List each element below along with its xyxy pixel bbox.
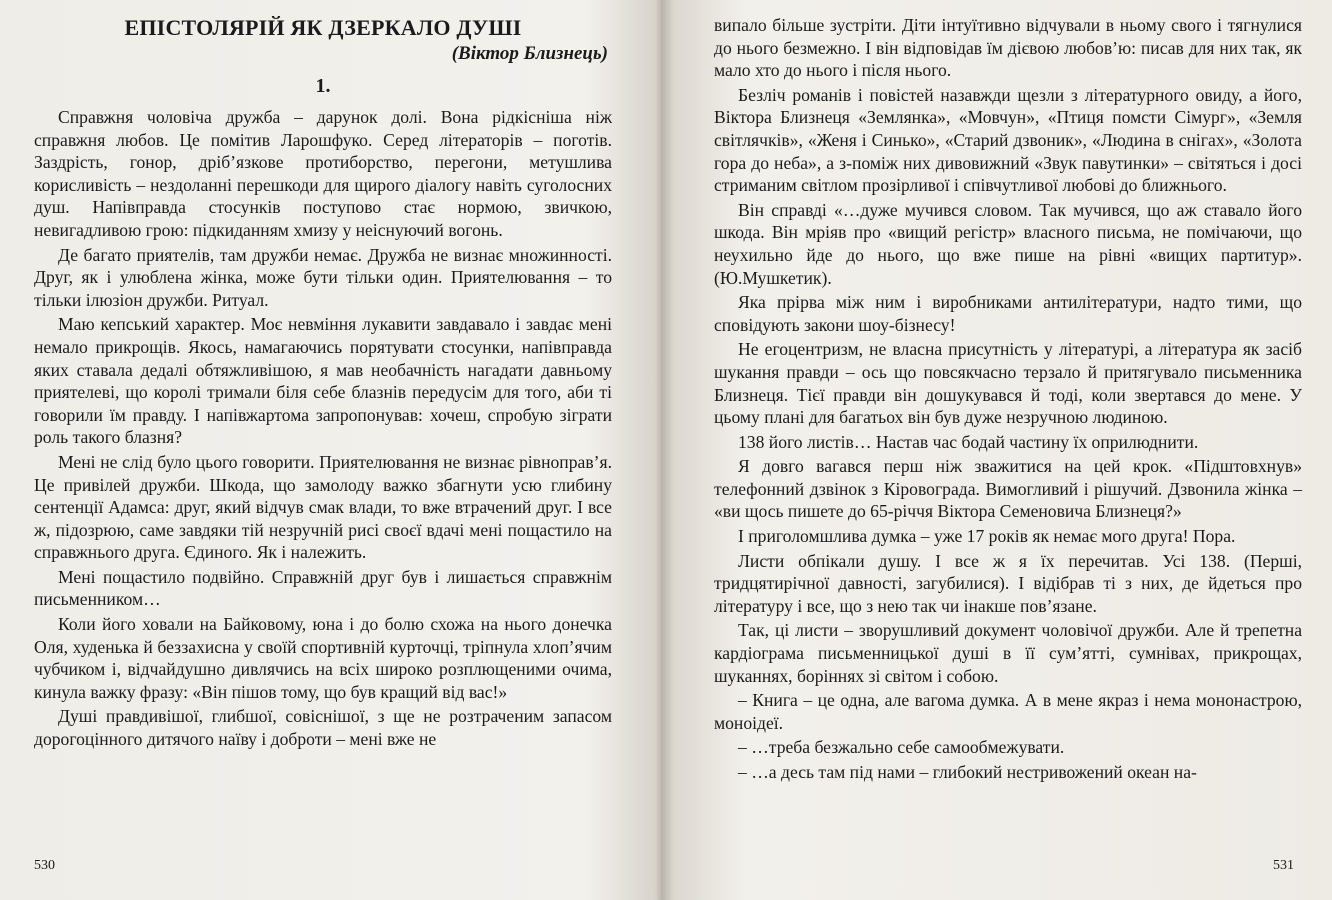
page-number-left: 530 [34, 858, 55, 873]
paragraph: Безліч романів і повістей назавжди щезли з літературного овиду, а його, Віктора Близнеця «Землянка», «Мовчун», «Птиця помсти Сімург», «Земля світлячків», «Женя і Синько», «Старий дзвоник», «Людина в снігах», «Золота гора до неба», а з-поміж них дивовижний «Звук павутинки» – світяться і досі стриманим світлом прозірливої і співчутливої любові до ближнього. [714, 84, 1302, 196]
paragraph: Листи обпікали душу. І все ж я їх перечитав. Усі 138. (Перші, тридцятирічної давності, загубилися). І відібрав ті з них, де йдеться про літературу і все, що з нею так чи інакше пов’язане. [714, 550, 1302, 616]
paragraph: – …а десь там під нами – глибокий нестривожений океан на- [738, 762, 1197, 782]
paragraph: Він справді «…дуже мучився словом. Так мучився, що аж ставало його шкода. Він мріяв про «вищий регістр» власного письма, не помічаючи, що неухильно йде до нього, що вже пише на рівні «вищих партитур». (Ю.Мушкетик). [714, 199, 1302, 288]
paragraph: Так, ці листи – зворушливий документ чоловічої дружби. Але й трепетна кардіограма письменницької душі в її сум’ятті, сумнівах, прикрощах, шуканнях, боріннях зі світом і собою. [714, 620, 1302, 686]
section-number: 1. [315, 75, 331, 97]
paragraph: Коли його ховали на Байковому, юна і до болю схожа на нього донечка Оля, худенька й беззахисна у своїй спортивній курточці, тріпнула хлоп’ячим чубчиком і, відчайдушно дивлячись на всіх широко розплющеними очима, кинула важку фразу: «Він пішов тому, що був кращий від вас!» [34, 614, 612, 702]
page-number-right: 531 [1273, 858, 1294, 873]
paragraph: Душі правдивішої, глибшої, совіснішої, з ще не розтраченим запасом дорогоцінного дитячого наїву і доброти – мені вже не [34, 706, 612, 750]
paragraph: випало більше зустріти. Діти інтуїтивно відчували в ньому свого і тягнулися до нього безмежно. І він відповідав їм дієвою любов’ю: писав для них так, як мало хто до нього і після нього. [714, 15, 1302, 81]
paragraph: Не егоцентризм, не власна присутність у літературі, а література як засіб шукання правди – ось що повсякчасно терзало й притягувало письменника Близнеця. Тієї правди він дошукувався й тоді, коли звертався до мене. У цьому плані для багатьох він був дуже незручною людиною. [714, 339, 1302, 428]
paragraph: Я довго вагався перш ніж зважитися на цей крок. «Підштовхнув» телефонний дзвінок з Кіровограда. Вимогливий і рішучий. Дзвонила жінка – «ви щось пишете до 65-річчя Віктора Семеновича Близнеця?» [714, 456, 1302, 522]
right-page-text-column [714, 14, 1302, 786]
paragraph: Мені пощастило подвійно. Справжній друг був і лишається справжнім письменником… [34, 566, 612, 610]
paragraph: 138 його листів… Настав час бодай частину їх оприлюднити. [738, 431, 1199, 452]
paragraph: Яка прірва між ним і виробниками антилітератури, надто тими, що сповідують закони шоу-бізнесу! [714, 292, 1302, 335]
paragraph: Мені не слід було цього говорити. Приятелювання не визнає рівноправ’я. Це привілей дружби. Шкода, що замолоду важко збагнути усю глибину сентенції Адамса: друг, який відчув смак влади, то вже втрачений друг. І все ж, підозрюю, саме завдяки тій незручній рисі своєї вдачі мені пощастило на справжнього друга. Єдиного. Як і належить. [34, 451, 612, 563]
paragraph: – …треба безжально себе самообмежувати. [738, 737, 1065, 758]
right-page [666, 0, 1332, 900]
paragraph: Маю кепський характер. Моє невміння лукавити завдавало і завдає мені немало прикрощів. Якось, намагаючись порятувати стосунки, напівправда яких ставала дедалі обтяжливішою, я мав необачність нагадати давньому приятелеві, що королі тримали біля себе блазнів передусім для того, аби ті говорили їм правду. І напівжартома запропонував: хочеш, спробую зіграти роль такого блазня? [34, 314, 612, 448]
paragraph: Де багато приятелів, там дружби немає. Дружба не визнає множинності. Друг, як і улюблена жінка, може бути тільки один. Приятелювання – то тільки ілюзіон дружби. Ритуал. [34, 244, 612, 310]
paragraph: І приголомшлива думка – уже 17 років як немає мого друга! Пора. [738, 526, 1236, 547]
paragraph: – Книга – це одна, але вагома думка. А в мене якраз і нема мононастрою, моноідеї. [714, 690, 1302, 733]
left-page-text-column [34, 14, 612, 753]
chapter-author: (Віктор Близнець) [451, 43, 608, 64]
paragraph: Справжня чоловіча дружба – дарунок долі. Вона рідкісніша ніж справжня любов. Це помітив Ларошфуко. Серед літераторів – поготів. Заздрість, гонор, дріб’язкове протиборство, перегони, метушлива корисливість – нездоланні перешкоди для щирого діалогу навіть суголосних душ. Напівправда стосунків поступово стає нормою, звичкою, невигадливою грою: підкиданням хмизу у неіснуючий вогонь. [34, 107, 612, 240]
chapter-title: ЕПІСТОЛЯРІЙ ЯК ДЗЕРКАЛО ДУШІ [124, 15, 522, 40]
